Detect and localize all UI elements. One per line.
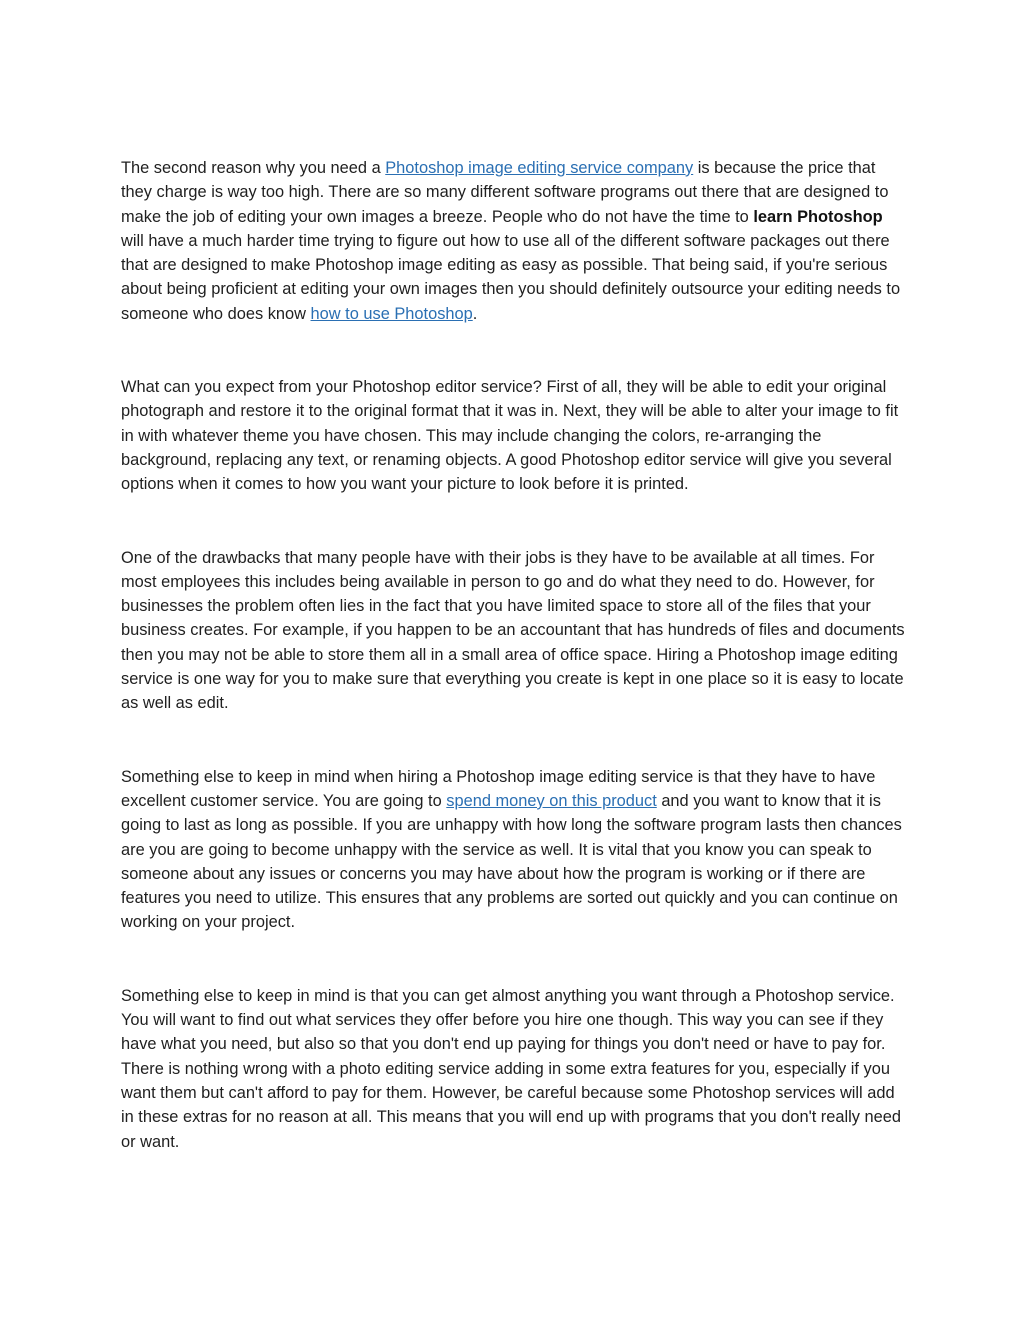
paragraph-1-text-b: is because the price that they charge is way too high. There are so many different software programs out there that are designed to make the job of editing your own images a breeze. People who do not have the time to [121,159,889,226]
paragraph-4 [121,765,906,935]
paragraph-2: What can you expect from your Photoshop editor service? First of all, they will be able to edit your original photograph and restore it to the original format that it was in. Next, they will be able to alter your image to fit in with whatever theme you have chosen. This may include changing the colors, re-arranging the background, replacing any text, or renaming objects. A good Photoshop editor service will give you several options when it comes to how you want your picture to look before it is printed. [121,378,899,494]
bold-learn-photoshop: learn Photoshop [753,207,883,226]
paragraph-1-text-a: The second reason why you need a [121,159,386,177]
paragraph-3: One of the drawbacks that many people have with their jobs is they have to be available at all times. For most employees this includes being available in person to go and do what they need to do. However, for businesses the problem often lies in the fact that you have limited space to store all of the files that your business creates. For example, if you happen to be an accountant that has hundreds of files and documents then you may not be able to store them all in a small area of office space. Hiring a Photoshop image editing service is one way for you to make sure that everything you create is kept in one place so it is easy to locate as well as edit. [121,548,905,713]
paragraph-1 [121,156,906,326]
paragraph-4-text-a: Something else to keep in mind when hiring a Photoshop image editing service is that they have to have excellent customer service. You are going to [121,767,876,810]
document-body [121,156,906,1203]
link-spend-money-on-this-product[interactable]: spend money on this product [446,791,657,810]
paragraph-1-text-d: . [472,304,478,323]
link-how-to-use-photoshop[interactable]: how to use Photoshop [310,304,473,323]
paragraph-1-text-c: will have a much harder time trying to figure out how to use all of the different software packages out there that are designed to make Photoshop image editing as easy as possible. That being said, if you're serious about being proficient at editing your own images then you should definitely outsource your editing needs to someone who does know [121,231,901,323]
paragraph-5: Something else to keep in mind is that you can get almost anything you want through a Photoshop service. You will want to find out what services they offer before you hire one though. This way you can see if they have what you need, but also so that you don't end up paying for things you don't need or have to pay for. There is nothing wrong with a photo editing service adding in some extra features for you, especially if you want them but can't afford to pay for them. However, be careful because some Photoshop services will add in these extras for no reason at all. This means that you will end up with programs that you don't really need or want. [121,986,901,1151]
link-photoshop-image-editing-service-company[interactable]: Photoshop image editing service company [385,159,694,177]
paragraph-4-text-b: and you want to know that it is going to last as long as possible. If you are unhappy with how long the software program lasts then chances are you are going to become unhappy with the service as well. It is vital that you know you can speak to someone about any issues or concerns you may have about how the program is working or if there are features you need to utilize. This ensures that any problems are sorted out quickly and you can continue on working on your project. [121,791,902,932]
